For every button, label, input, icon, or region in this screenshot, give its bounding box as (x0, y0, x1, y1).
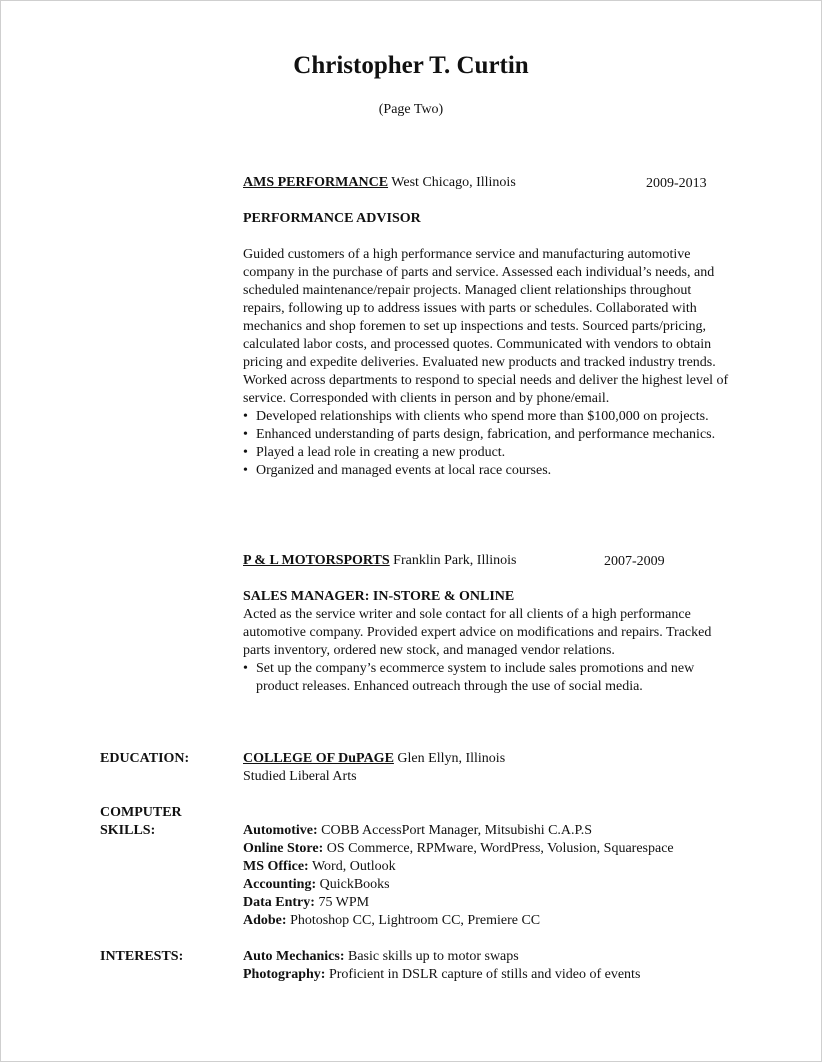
bullet-item: • Enhanced understanding of parts design, fabrication, and performance mechanics. (243, 427, 716, 442)
education-label: EDUCATION: (100, 751, 190, 766)
bullet-item: • Organized and managed events at local race courses. (243, 463, 552, 478)
company-name: AMS PERFORMANCE (243, 175, 389, 190)
job-dates: 2007-2009 (604, 554, 665, 569)
candidate-name: Christopher T. Curtin (293, 52, 529, 79)
company-location: West Chicago, Illinois (391, 175, 516, 190)
bullet-item: • Set up the company’s ecommerce system to include sales promotions and new product releases. Enhanced outreach through the use of social media. (243, 661, 695, 694)
job-dates: 2009-2013 (646, 176, 707, 191)
company-location: Franklin Park, Illinois (393, 553, 517, 568)
skill-item: Adobe: Photoshop CC, Lightroom CC, Premiere CC (243, 913, 541, 928)
job-description-section (243, 246, 729, 480)
education-detail: Studied Liberal Arts (243, 769, 357, 784)
page-number-label: (Page Two) (378, 102, 444, 117)
job-description: Acted as the service writer and sole contact for all clients of a high performance automotive company. Provided expert advice on modifications and repairs. Tracked parts inventory, ordered new stock, and managed vendor relations. (243, 607, 712, 658)
job-title: SALES MANAGER: IN-STORE & ONLINE (243, 589, 515, 604)
job-description-section (243, 606, 729, 696)
skill-item: Data Entry: 75 WPM (243, 895, 370, 910)
skill-item: MS Office: Word, Outlook (243, 859, 396, 874)
school-location: Glen Ellyn, Illinois (397, 751, 506, 766)
school-name: COLLEGE OF DuPAGE (243, 751, 394, 766)
skill-item: Automotive: COBB AccessPort Manager, Mitsubishi C.A.P.S (243, 823, 593, 838)
education-section (243, 750, 723, 786)
job-title: PERFORMANCE ADVISOR (243, 211, 421, 226)
bullet-item: • Played a lead role in creating a new product. (243, 445, 506, 460)
computer-skills-label: COMPUTER SKILLS: (100, 805, 182, 838)
interests-label: INTERESTS: (100, 949, 184, 964)
computer-skills-section (243, 822, 723, 930)
interest-item: Auto Mechanics: Basic skills up to motor swaps (243, 949, 519, 964)
skill-item: Accounting: QuickBooks (243, 877, 390, 892)
interest-item: Photography: Proficient in DSLR capture of stills and video of events (243, 967, 641, 982)
skill-item: Online Store: OS Commerce, RPMware, WordPress, Volusion, Squarespace (243, 841, 674, 856)
interests-section (243, 948, 723, 984)
bullet-item: • Developed relationships with clients who spend more than $100,000 on projects. (243, 409, 709, 424)
company-name: P & L MOTORSPORTS (243, 553, 390, 568)
job-description: Guided customers of a high performance service and manufacturing automotive company in the purchase of parts and service. Assessed each individual’s needs, and scheduled maintenance/repair projects. Managed client relationships throughout repairs, following up to address issues with parts or schedules. Collaborated with mechanics and shop foremen to set up inspections and tests. Sourced parts/pricing, calculated labor costs, and processed quotes. Communicated with vendors to obtain pricing and expedite deliveries. Evaluated new products and tracked industry trends. Worked across departments to respond to special needs and deliver the highest level of service. Corresponded with clients in person and by phone/email. (243, 247, 729, 406)
